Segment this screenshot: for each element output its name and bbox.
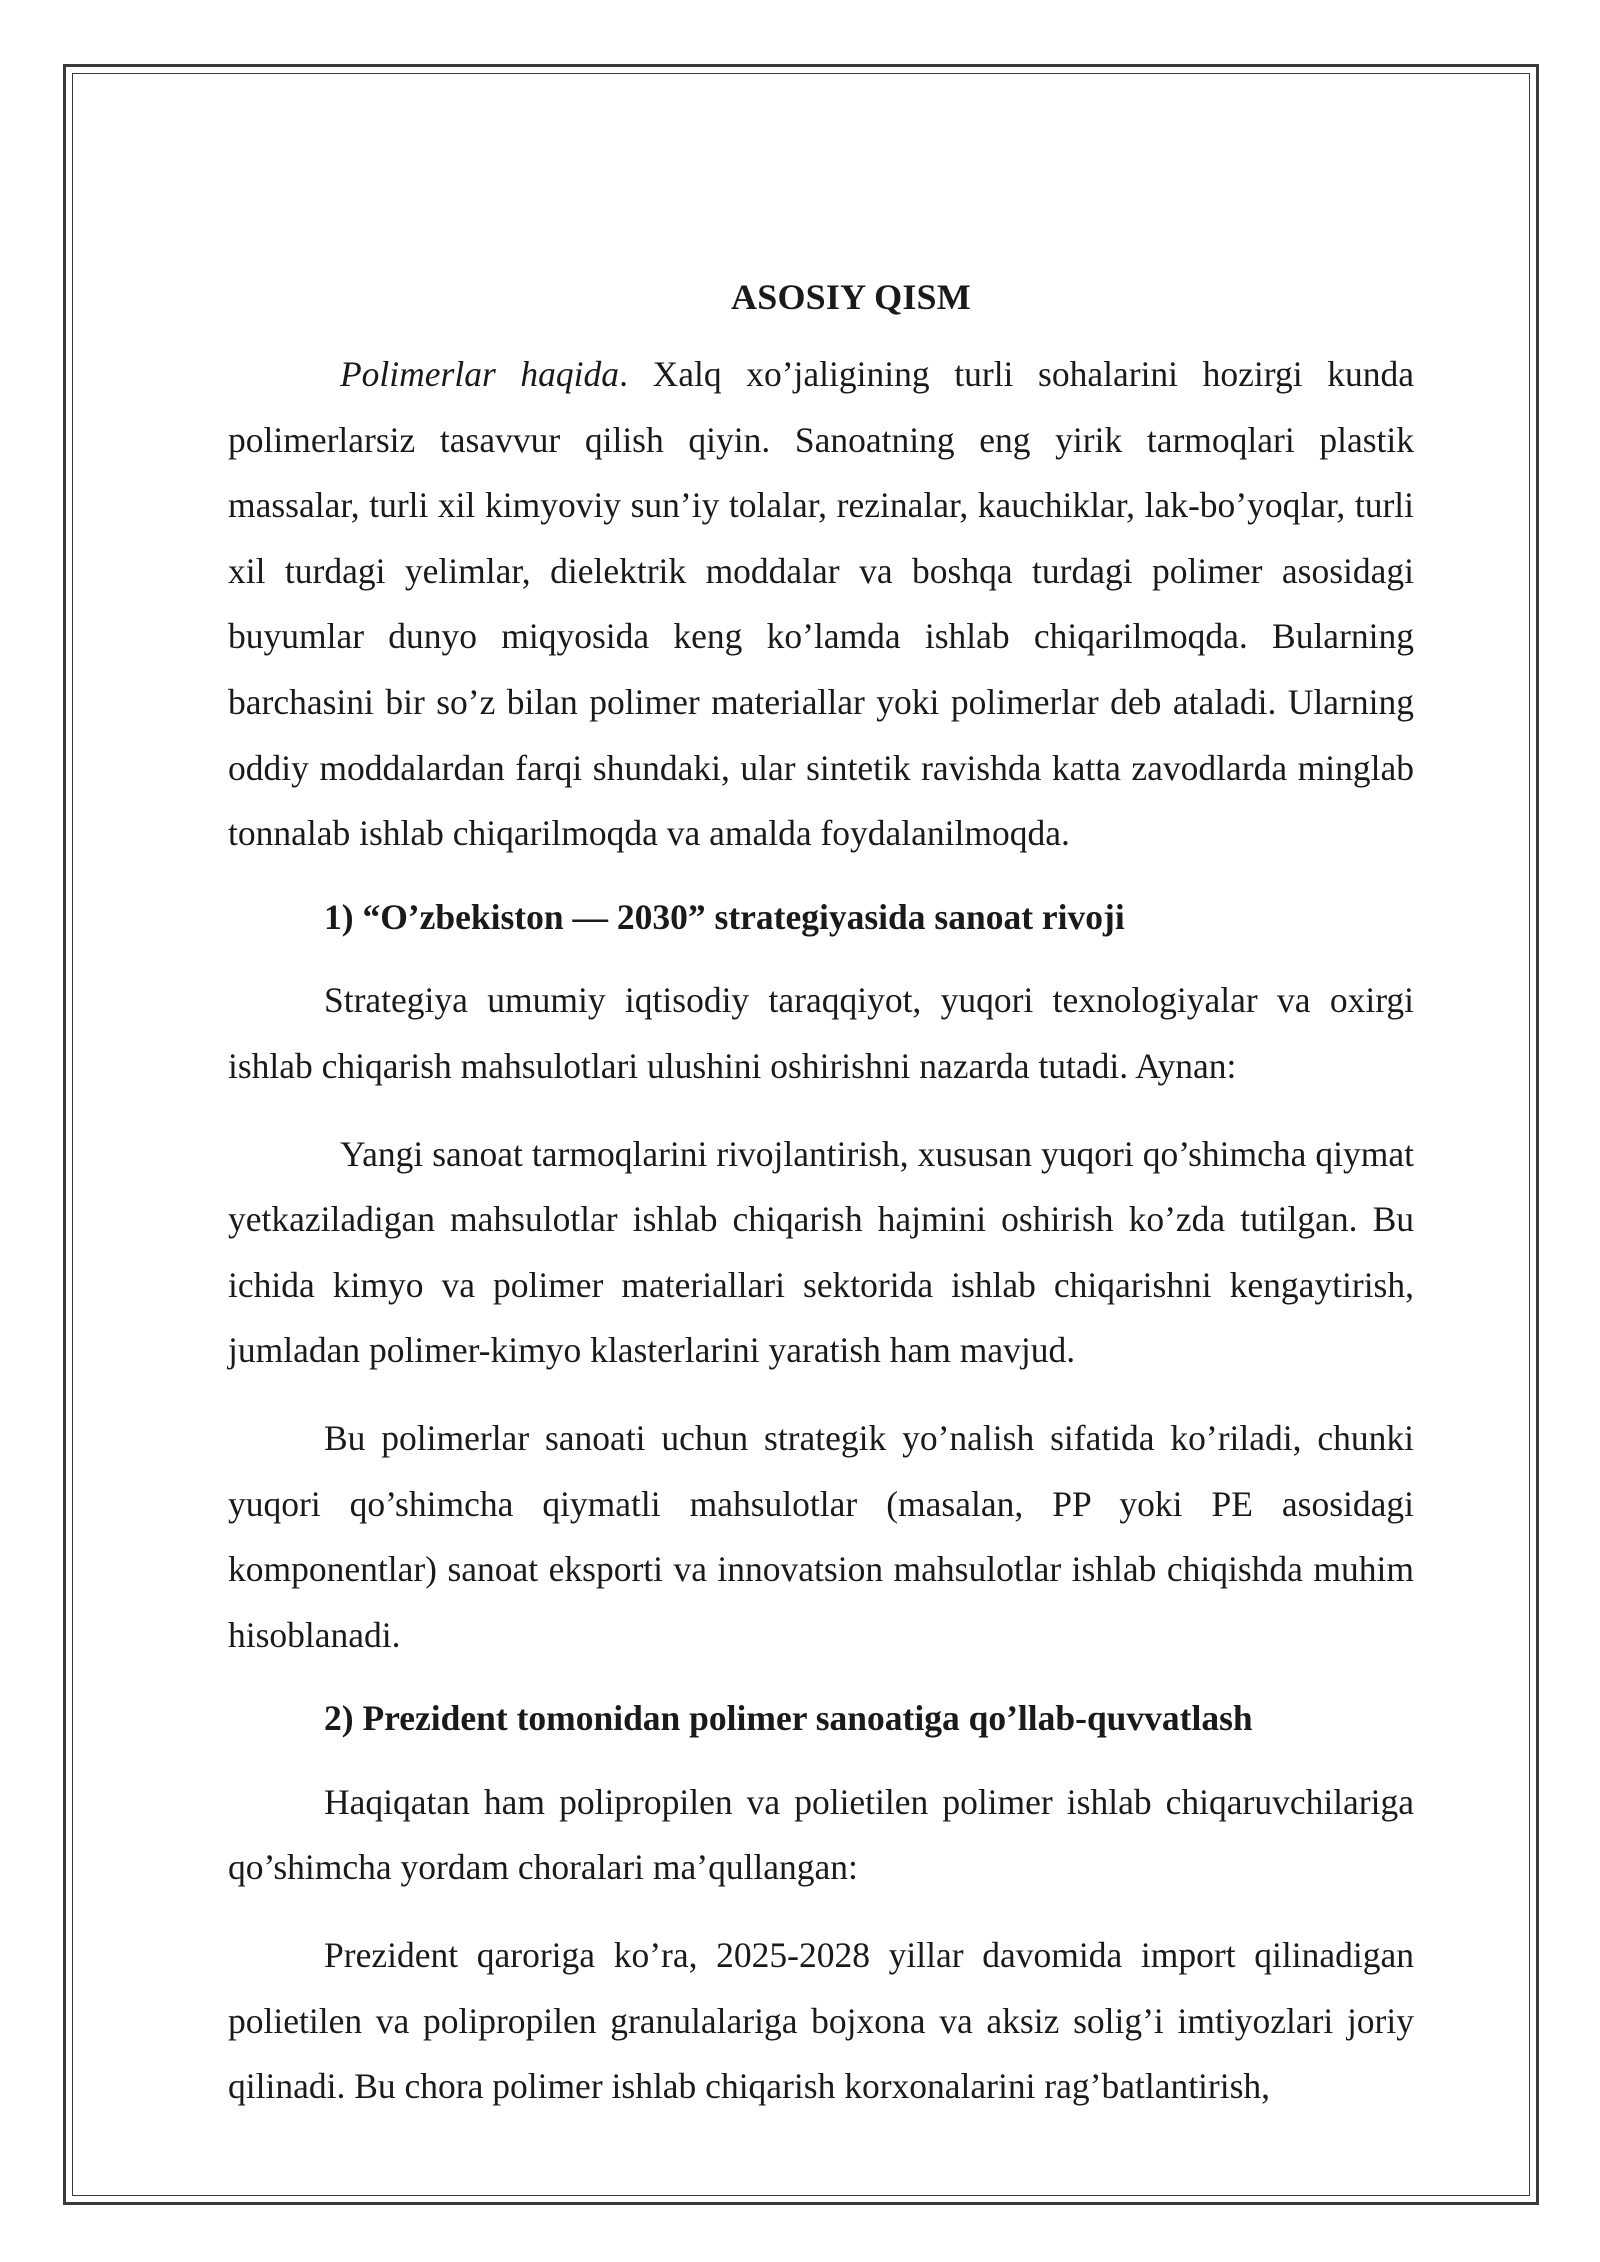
- section-2-paragraph-2: Prezident qaroriga ko’ra, 2025-2028 yillar davomida import qilinadigan polietilen va polipropilen granulalariga bojxona va aksiz solig’i imtiyozlari joriy qilinadi. Bu chora polimer ishlab chiqarish korxonalarini rag’batlantirish,: [228, 1935, 1414, 2107]
- section-1-paragraph-3: Bu polimerlar sanoati uchun strategik yo’nalish sifatida ko’riladi, chunki yuqori qo’shimcha qiymatli mahsulotlar (masalan, PP yoki PE asosidagi komponentlar) sanoat eksporti va innovatsion mahsulotlar ishlab chiqishda muhim hisoblanadi.: [228, 1417, 1414, 1655]
- section-2-heading: 2) Prezident tomonidan polimer sanoatiga qo’llab-quvvatlash: [324, 1698, 1253, 1739]
- intro-paragraph: [228, 342, 1414, 867]
- section-1-heading: 1) “O’zbekiston — 2030” strategiyasida sanoat rivoji: [324, 896, 1125, 937]
- section-1-paragraph-2: Yangi sanoat tarmoqlarini rivojlantirish, xususan yuqori qo’shimcha qiymat yetkaziladigan mahsulotlar ishlab chiqarish hajmini oshirish ko’zda tutilgan. Bu ichida kimyo va polimer materiallari sektorida ishlab chiqarishni kengaytirish, jumladan polimer-kimyo klasterlarini yaratish ham mavjud.: [228, 1133, 1414, 1371]
- document-title: ASOSIY QISM: [731, 277, 971, 317]
- document-body: [228, 262, 1414, 2120]
- section-1-paragraph-1: Strategiya umumiy iqtisodiy taraqqiyot, yuqori texnologiyalar va oxirgi ishlab chiqarish mahsulotlari ulushini oshirishni nazarda tutadi. Aynan:: [228, 980, 1414, 1086]
- section-2-paragraph-1: Haqiqatan ham polipropilen va polietilen polimer ishlab chiqaruvchilariga qo’shimcha yordam choralari ma’qullangan:: [228, 1781, 1414, 1888]
- intro-text: . Xalq xo’jaligining turli sohalarini hozirgi kunda polimerlarsiz tasavvur qilish qiyin. Sanoatning eng yirik tarmoqlari plastik massalar, turli xil kimyoviy sun’iy tolalar, rezinalar, kauchiklar, lak-bo’yoqlar, turli xil turdagi yelimlar, dielektrik moddalar va boshqa turdagi polimer asosidagi buyumlar dunyo miqyosida keng ko’lamda ishlab chiqarilmoqda. Bularning barchasini bir so’z bilan polimer materiallar yoki polimerlar deb ataladi. Ularning oddiy moddalardan farqi shundaki, ular sintetik ravishda katta zavodlarda minglab tonnalab ishlab chiqarilmoqda va amalda foydalanilmoqda.: [228, 354, 1414, 854]
- intro-lead-italic: Polimerlar haqida: [340, 354, 620, 394]
